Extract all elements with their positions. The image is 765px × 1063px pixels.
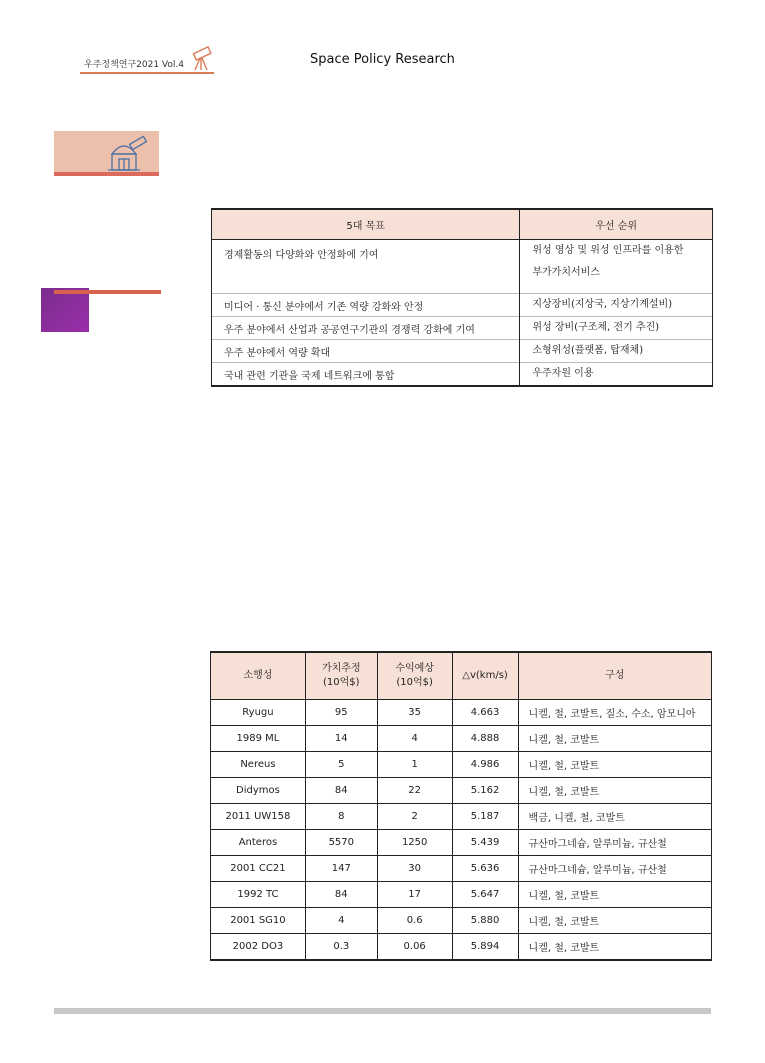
priority-cell: 지상장비(지상국, 지상기계설비) [520, 294, 713, 317]
profit-cell: 2 [377, 804, 452, 830]
table-row [211, 908, 712, 934]
journal-title: 우주정책연구2021 Vol.4 [84, 60, 184, 70]
composition-cell: 백금, 니켈, 철, 코발트 [518, 804, 711, 830]
header-value: 가치추정 (10억$) [305, 652, 377, 700]
section-marker [41, 288, 89, 332]
telescope-icon [186, 44, 216, 72]
goal-cell: 우주 분야에서 산업과 공공연구기관의 경쟁력 강화에 기여 [212, 317, 520, 340]
asteroid-table-body [211, 700, 712, 961]
goal-cell: 우주 분야에서 역량 확대 [212, 340, 520, 363]
table-row [211, 700, 712, 726]
delta-v-cell: 4.888 [452, 726, 518, 752]
table-row [211, 726, 712, 752]
header-asteroid: 소행성 [211, 652, 306, 700]
table-row [211, 856, 712, 882]
composition-cell: 니켈, 철, 코발트 [518, 934, 711, 961]
footer-bar [54, 1008, 711, 1014]
section-marker-line [54, 290, 161, 294]
composition-cell: 니켈, 철, 코발트 [518, 882, 711, 908]
value-cell: 95 [305, 700, 377, 726]
table-row [212, 317, 713, 340]
table-row [211, 804, 712, 830]
value-cell: 84 [305, 778, 377, 804]
composition-cell: 니켈, 철, 코발트 [518, 908, 711, 934]
table-row [211, 752, 712, 778]
table-row [212, 363, 713, 387]
delta-v-cell: 5.439 [452, 830, 518, 856]
value-cell: 5 [305, 752, 377, 778]
table-row [212, 240, 713, 294]
priority-cell: 소형위성(플랫폼, 탑재체) [520, 340, 713, 363]
header-priority: 우선 순위 [520, 209, 713, 240]
profit-cell: 0.6 [377, 908, 452, 934]
composition-cell: 니켈, 철, 코발트 [518, 752, 711, 778]
delta-v-cell: 5.187 [452, 804, 518, 830]
priority-cell: 우주자원 이용 [520, 363, 713, 387]
value-cell: 147 [305, 856, 377, 882]
table-row [211, 778, 712, 804]
asteroid-name-cell: 2002 DO3 [211, 934, 306, 961]
table-row [212, 294, 713, 317]
asteroid-name-cell: 2011 UW158 [211, 804, 306, 830]
profit-cell: 17 [377, 882, 452, 908]
table-row [212, 340, 713, 363]
page-header-title: Space Policy Research [310, 52, 455, 67]
delta-v-cell: 4.663 [452, 700, 518, 726]
priority-cell: 위성 장비(구조체, 전기 추진) [520, 317, 713, 340]
composition-cell: 니켈, 철, 코발트 [518, 778, 711, 804]
profit-cell: 30 [377, 856, 452, 882]
delta-v-cell: 5.162 [452, 778, 518, 804]
value-cell: 84 [305, 882, 377, 908]
composition-cell: 니켈, 철, 코발트, 질소, 수소, 암모니아 [518, 700, 711, 726]
composition-cell: 규산마그네슘, 알루미늄, 규산철 [518, 856, 711, 882]
asteroid-table [210, 651, 712, 961]
header-underline [80, 72, 214, 74]
profit-cell: 4 [377, 726, 452, 752]
goal-cell: 경제활동의 다양화와 안정화에 기여 [212, 240, 520, 294]
table-row [211, 882, 712, 908]
table-row [211, 934, 712, 961]
profit-cell: 0.06 [377, 934, 452, 961]
asteroid-name-cell: 1992 TC [211, 882, 306, 908]
value-cell: 4 [305, 908, 377, 934]
priority-line: 위성 영상 및 위성 인프라를 이용한 [532, 245, 684, 256]
asteroid-name-cell: 1989 ML [211, 726, 306, 752]
header-profit: 수익예상 (10억$) [377, 652, 452, 700]
composition-cell: 규산마그네슘, 알루미늄, 규산철 [518, 830, 711, 856]
delta-v-cell: 5.647 [452, 882, 518, 908]
table-row [211, 830, 712, 856]
priority-line: 부가가치서비스 [532, 267, 600, 278]
delta-v-cell: 5.636 [452, 856, 518, 882]
goals-table [211, 208, 713, 387]
profit-cell: 1 [377, 752, 452, 778]
table-header-row [212, 209, 713, 240]
header-goals: 5대 목표 [212, 209, 520, 240]
delta-v-cell: 5.894 [452, 934, 518, 961]
asteroid-name-cell: Anteros [211, 830, 306, 856]
asteroid-name-cell: Ryugu [211, 700, 306, 726]
priority-cell [520, 240, 713, 294]
asteroid-name-cell: Nereus [211, 752, 306, 778]
asteroid-name-cell: 2001 SG10 [211, 908, 306, 934]
profit-cell: 35 [377, 700, 452, 726]
value-cell: 5570 [305, 830, 377, 856]
goal-cell: 미디어 · 통신 분야에서 기존 역량 강화와 안정 [212, 294, 520, 317]
composition-cell: 니켈, 철, 코발트 [518, 726, 711, 752]
profit-cell: 1250 [377, 830, 452, 856]
profit-cell: 22 [377, 778, 452, 804]
asteroid-name-cell: Didymos [211, 778, 306, 804]
value-cell: 0.3 [305, 934, 377, 961]
observatory-icon [104, 134, 152, 172]
header-delta-v: △v(km/s) [452, 652, 518, 700]
section-decoration-line [54, 172, 159, 176]
goal-cell: 국내 관련 기관을 국제 네트워크에 통합 [212, 363, 520, 387]
header-composition: 구성 [518, 652, 711, 700]
asteroid-name-cell: 2001 CC21 [211, 856, 306, 882]
value-cell: 8 [305, 804, 377, 830]
delta-v-cell: 5.880 [452, 908, 518, 934]
value-cell: 14 [305, 726, 377, 752]
table-header-row [211, 652, 712, 700]
delta-v-cell: 4.986 [452, 752, 518, 778]
